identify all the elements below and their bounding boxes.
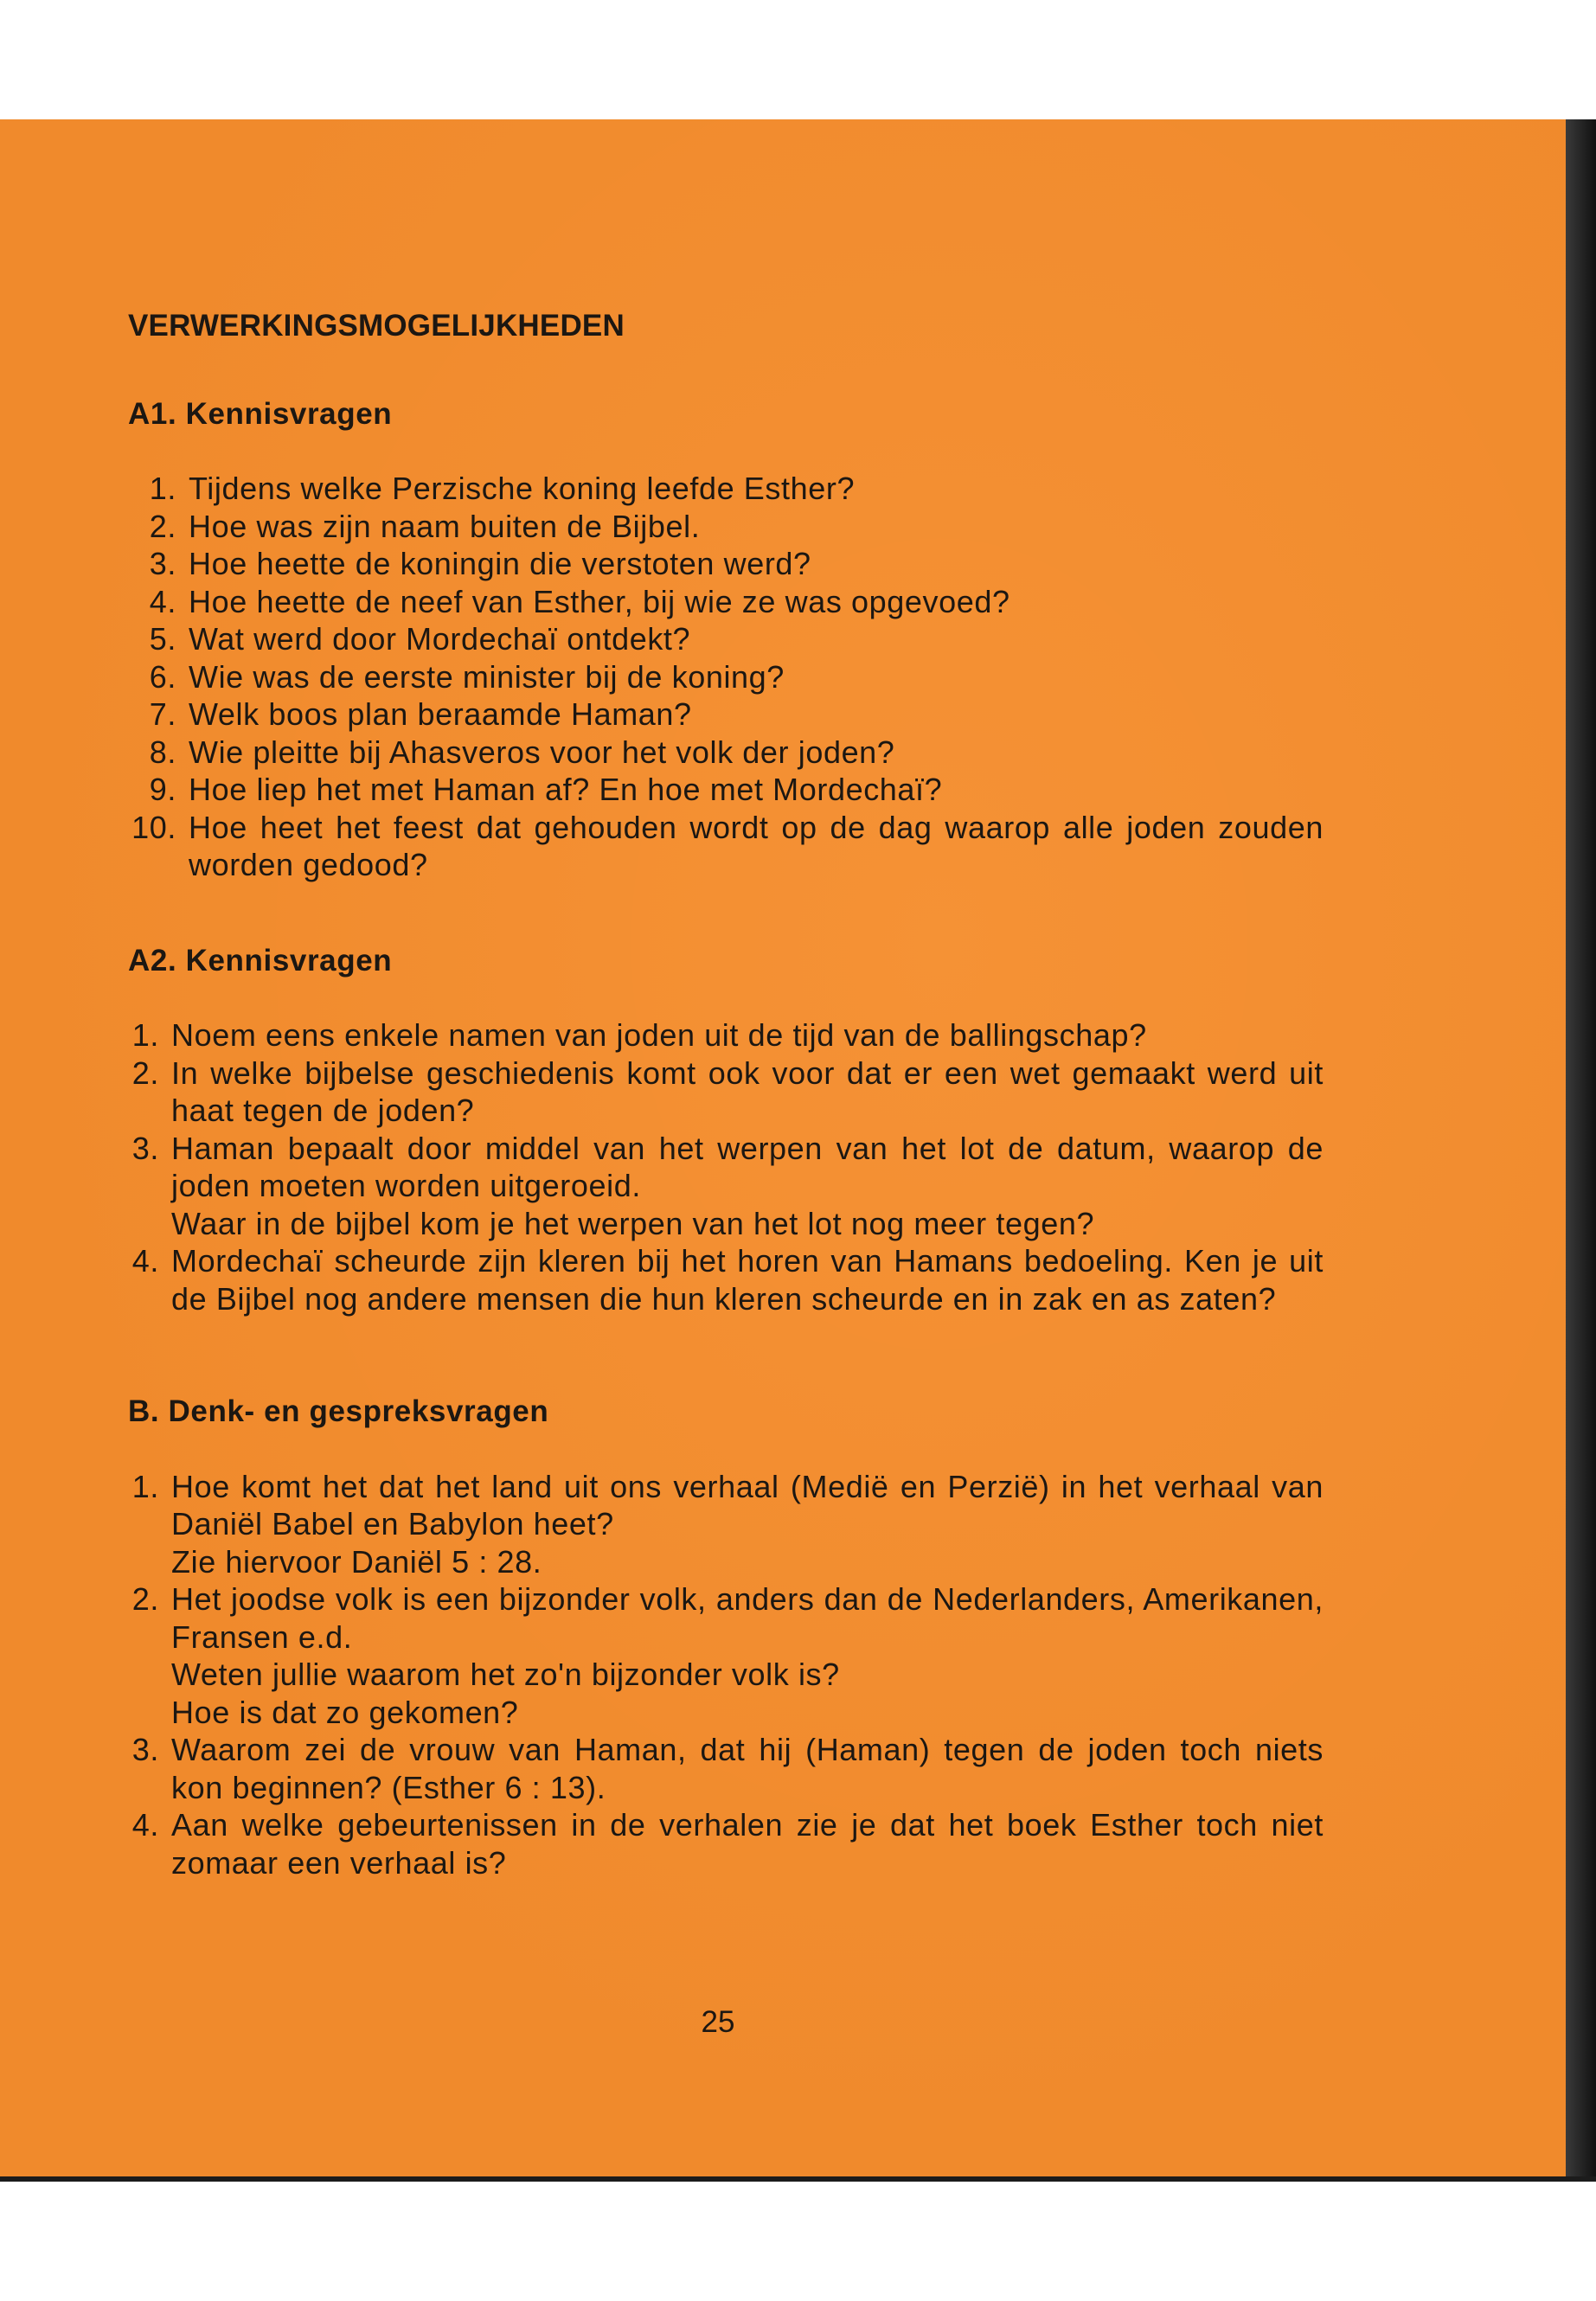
list-item <box>128 1731 1324 1806</box>
list-item <box>128 1054 1324 1130</box>
question-line: Haman bepaalt door middel van het werpen van het lot de datum, waarop de joden moeten worden uitgeroeid. <box>171 1130 1324 1203</box>
question-text: Hoe heette de neef van Esther, bij wie ze was opgevoed? <box>189 583 1010 619</box>
item-number: 4. <box>131 1807 159 1843</box>
list-item <box>128 1806 1324 1881</box>
question-followup: Waar in de bijbel kom je het werpen van het lot nog meer tegen? <box>171 1205 1095 1241</box>
list-item <box>128 809 1324 884</box>
scanned-page <box>0 119 1596 2182</box>
list-item <box>128 1130 1324 1243</box>
item-number: 4. <box>131 1243 159 1279</box>
list-item <box>128 771 1324 809</box>
question-text: Wie was de eerste minister bij de koning? <box>189 658 785 695</box>
a2-question-list <box>128 1016 1324 1317</box>
page-content <box>128 307 1324 1881</box>
document-title: VERWERKINGSMOGELIJKHEDEN <box>128 309 625 343</box>
question-followup: Hoe is dat zo gekomen? <box>171 1694 519 1730</box>
question-text <box>171 1731 1324 1806</box>
item-number: 8. <box>149 734 176 770</box>
question-text: Hoe heette de koningin die verstoten werd? <box>189 546 811 581</box>
item-number: 2. <box>149 508 176 544</box>
page-bottom-edge <box>0 2176 1596 2182</box>
a1-question-list <box>128 470 1324 884</box>
item-number: 3. <box>131 1732 159 1767</box>
question-text: Tijdens welke Perzische koning leefde Esther? <box>189 471 856 506</box>
question-text: Hoe heet het feest dat gehouden wordt op de dag waarop alle joden zouden worden gedood? <box>189 809 1324 882</box>
section-a1-heading: A1. Kennisvragen <box>128 396 393 431</box>
section-b <box>128 1393 1324 1881</box>
list-item <box>128 1468 1324 1581</box>
section-a2-heading: A2. Kennisvragen <box>128 943 393 977</box>
question-text: Wat werd door Mordechaï ontdekt? <box>189 621 691 657</box>
item-number: 1. <box>149 471 176 506</box>
question-text <box>171 1016 1324 1054</box>
question-followup: Zie hiervoor Daniël 5 : 28. <box>171 1543 542 1580</box>
list-item <box>128 695 1324 734</box>
list-item <box>128 508 1324 546</box>
question-text: Hoe liep het met Haman af? En hoe met Mordechaï? <box>189 772 943 807</box>
b-question-list <box>128 1468 1324 1882</box>
section-b-heading: B. Denk- en gespreksvragen <box>128 1394 549 1428</box>
item-number: 4. <box>149 583 176 619</box>
section-a2 <box>128 942 1324 1318</box>
question-line: In welke bijbelse geschiedenis komt ook voor dat er een wet gemaakt werd uit haat tegen de joden? <box>171 1054 1324 1128</box>
list-item <box>128 1016 1324 1054</box>
question-text <box>171 1580 1324 1731</box>
question-line: Noem eens enkele namen van joden uit de tijd van de ballingschap? <box>171 1017 1147 1053</box>
list-item <box>128 583 1324 621</box>
item-number: 7. <box>149 696 176 732</box>
question-line: Mordechaï scheurde zijn kleren bij het horen van Hamans bedoeling. Ken je uit de Bijbel nog andere mensen die hun kleren scheurde en in zak en as zaten? <box>171 1243 1324 1317</box>
question-text <box>171 1130 1324 1243</box>
list-item <box>128 1242 1324 1317</box>
book-binding-edge <box>1566 119 1596 2182</box>
item-number: 9. <box>149 772 176 807</box>
question-text: Welk boos plan beraamde Haman? <box>189 696 692 732</box>
list-item <box>128 620 1324 658</box>
question-line: Hoe komt het dat het land uit ons verhaal (Medië en Perzië) in het verhaal van Daniël Babel en Babylon heet? <box>171 1468 1324 1541</box>
question-line: Het joodse volk is een bijzonder volk, anders dan de Nederlanders, Amerikanen, Fransen e.d. <box>171 1581 1324 1655</box>
question-text <box>171 1054 1324 1130</box>
question-followup: Weten jullie waarom het zo'n bijzonder volk is? <box>171 1657 840 1692</box>
question-line: Waarom zei de vrouw van Haman, dat hij (Haman) tegen de joden toch niets kon beginnen? (Esther 6 : 13). <box>171 1732 1324 1805</box>
item-number: 3. <box>131 1130 159 1166</box>
question-line: Aan welke gebeurtenissen in de verhalen zie je dat het boek Esther toch niet zomaar een verhaal is? <box>171 1807 1324 1881</box>
item-number: 6. <box>149 658 176 695</box>
item-number: 2. <box>131 1054 159 1091</box>
question-text: Hoe was zijn naam buiten de Bijbel. <box>189 508 701 544</box>
question-text <box>171 1242 1324 1317</box>
page-number: 25 <box>701 2005 735 2039</box>
question-text: Wie pleitte bij Ahasveros voor het volk der joden? <box>189 734 895 770</box>
list-item <box>128 470 1324 508</box>
question-text <box>171 1468 1324 1581</box>
item-number: 2. <box>131 1581 159 1617</box>
section-a1 <box>128 395 1324 884</box>
item-number: 3. <box>149 546 176 581</box>
list-item <box>128 734 1324 772</box>
item-number: 1. <box>131 1017 159 1053</box>
item-number: 5. <box>149 621 176 657</box>
list-item <box>128 545 1324 583</box>
item-number: 1. <box>131 1468 159 1504</box>
list-item <box>128 658 1324 696</box>
item-number: 10. <box>131 809 176 845</box>
list-item <box>128 1580 1324 1731</box>
question-text <box>171 1806 1324 1881</box>
